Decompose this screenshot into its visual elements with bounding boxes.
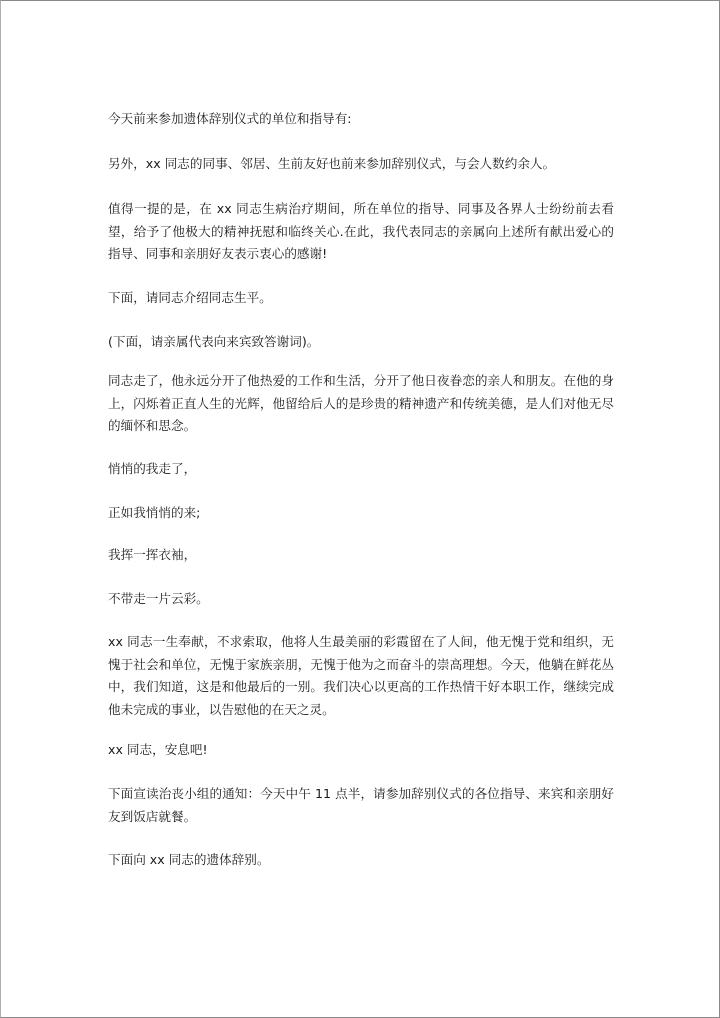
- paragraph-attendees: 今天前来参加遗体辞别仪式的单位和指导有:: [108, 111, 352, 126]
- paragraph-meal-notice: 下面宣读治丧小组的通知：今天中午 11 点半，请参加辞别仪式的各位指导、来宾和亲朋好友到饭店就餐。: [108, 786, 614, 824]
- paragraph-remembrance: 同志走了，他永远分开了他热爱的工作和生活，分开了他日夜眷恋的亲人和朋友。在他的身上，闪烁着正直人生的光辉，他留给后人的是珍贵的精神遗产和传统美德，是人们对他无尽的缅怀和思念。: [108, 373, 614, 433]
- paragraph-family-thanks: (下面，请亲属代表向来宾致答谢词)。: [108, 334, 320, 349]
- paragraph-final-farewell: 下面向 xx 同志的遗体辞别。: [108, 852, 270, 867]
- poem-line-1: 悄悄的我走了，: [108, 461, 197, 476]
- poem-line-4: 不带走一片云彩。: [108, 591, 209, 606]
- paragraph-life-introduction: 下面，请同志介绍同志生平。: [108, 290, 272, 305]
- paragraph-others-attending: 另外，xx 同志的同事、邻居、生前友好也前来参加辞别仪式，与会人数约余人。: [108, 156, 556, 171]
- paragraph-farewell: xx 同志，安息吧!: [108, 742, 208, 757]
- poem-line-3: 我挥一挥衣袖，: [108, 547, 197, 562]
- poem-line-2: 正如我悄悄的来;: [108, 505, 201, 520]
- paragraph-dedication: xx 同志一生奉献，不求索取，他将人生最美丽的彩霞留在了人间，他无愧于党和组织，无愧于社会和单位，无愧于家族亲朋，无愧于他为之而奋斗的崇高理想。今天，他躺在鲜花丛中，我们知道，这是和他最后的一别。我们决心以更高的工作热情干好本职工作，继续完成他未完成的事业，以告慰他的在天之灵。: [108, 634, 614, 717]
- paragraph-thanks: 值得一提的是，在 xx 同志生病治疗期间，所在单位的指导、同事及各界人士纷纷前去看望，给予了他极大的精神抚慰和临终关心.在此，我代表同志的亲属向上述所有献出爱心的指导、同事和亲朋好友表示衷心的感谢!: [108, 201, 614, 261]
